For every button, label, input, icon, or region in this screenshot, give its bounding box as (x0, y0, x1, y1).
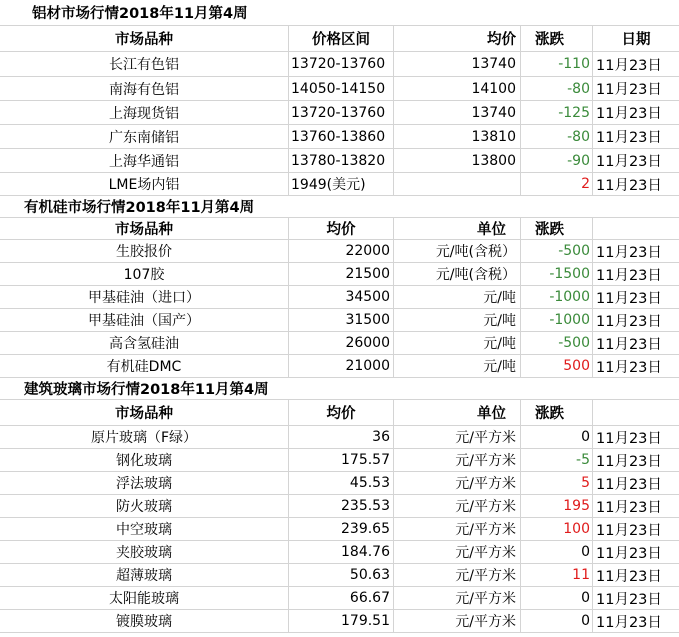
header-item: 市场品种 (0, 26, 289, 51)
avg-cell: 50.63 (289, 564, 394, 586)
unit-cell: 元/吨 (394, 332, 521, 354)
unit-cell: 元/吨 (394, 309, 521, 331)
date-cell: 11月23日 (596, 82, 662, 98)
avg-cell: 179.51 (289, 610, 394, 632)
unit-cell: 元/吨(含税） (394, 263, 521, 285)
change-cell: 11 (521, 564, 593, 586)
table-row (0, 587, 679, 610)
date-cell: 11月23日 (596, 290, 662, 307)
range-cell: 1949(美元) (289, 173, 394, 195)
range-cell: 13760-13860 (289, 125, 394, 148)
section-title-silicone: 有机硅市场行情2018年11月第4周 (24, 200, 255, 216)
item-cell: 长江有色铝 (0, 52, 289, 76)
header-item: 市场品种 (0, 218, 289, 239)
change-cell: 100 (521, 518, 593, 540)
avg-cell: 13800 (394, 149, 521, 172)
header-date: 日期 (621, 32, 651, 48)
change-cell: 5 (521, 472, 593, 494)
section-title-row (0, 196, 679, 218)
item-cell: LME场内铝 (0, 173, 289, 195)
header-change: 涨跌 (521, 400, 593, 425)
avg-cell: 239.65 (289, 518, 394, 540)
item-cell: 超薄玻璃 (0, 564, 289, 586)
avg-cell: 13810 (394, 125, 521, 148)
date-cell: 11月23日 (596, 336, 662, 353)
section-title-row (0, 378, 679, 400)
unit-cell: 元/平方米 (394, 518, 521, 540)
avg-cell: 45.53 (289, 472, 394, 494)
date-cell: 11月23日 (596, 359, 662, 376)
header-row-aluminum (0, 26, 679, 52)
table-row (0, 610, 679, 633)
range-cell: 14050-14150 (289, 77, 394, 100)
date-cell: 11月23日 (596, 430, 662, 447)
date-cell: 11月23日 (596, 244, 662, 261)
date-cell: 11月23日 (596, 130, 662, 146)
table-row (0, 309, 679, 332)
section-title-glass: 建筑玻璃市场行情2018年11月第4周 (24, 382, 269, 398)
avg-cell: 31500 (289, 309, 394, 331)
table-row (0, 286, 679, 309)
change-cell: -5 (521, 449, 593, 471)
avg-cell: 184.76 (289, 541, 394, 563)
avg-cell: 34500 (289, 286, 394, 308)
table-row (0, 518, 679, 541)
table-row (0, 173, 679, 196)
unit-cell: 元/吨(含税） (394, 240, 521, 262)
table-row (0, 564, 679, 587)
item-cell: 甲基硅油（国产） (0, 309, 289, 331)
item-cell: 南海有色铝 (0, 77, 289, 100)
date-cell: 11月23日 (596, 545, 662, 562)
table-row (0, 332, 679, 355)
unit-cell: 元/平方米 (394, 426, 521, 448)
avg-cell: 13740 (394, 101, 521, 124)
item-cell: 防火玻璃 (0, 495, 289, 517)
item-cell: 有机硅DMC (0, 355, 289, 377)
change-cell: -500 (521, 332, 593, 354)
change-cell: -110 (521, 52, 593, 76)
change-cell: -80 (521, 125, 593, 148)
item-cell: 生胶报价 (0, 240, 289, 262)
change-cell: 195 (521, 495, 593, 517)
range-cell: 13720-13760 (289, 101, 394, 124)
date-cell: 11月23日 (596, 568, 662, 585)
avg-cell: 21500 (289, 263, 394, 285)
change-cell: 500 (521, 355, 593, 377)
avg-cell: 26000 (289, 332, 394, 354)
item-cell: 广东南储铝 (0, 125, 289, 148)
item-cell: 上海现货铝 (0, 101, 289, 124)
date-cell: 11月23日 (596, 614, 662, 631)
item-cell: 浮法玻璃 (0, 472, 289, 494)
table-row (0, 495, 679, 518)
unit-cell: 元/平方米 (394, 541, 521, 563)
date-cell: 11月23日 (596, 476, 662, 493)
unit-cell: 元/平方米 (394, 610, 521, 632)
change-cell: -1000 (521, 309, 593, 331)
table-row (0, 263, 679, 286)
date-cell: 11月23日 (596, 154, 662, 170)
header-item: 市场品种 (0, 400, 289, 425)
unit-cell: 元/平方米 (394, 449, 521, 471)
date-cell: 11月23日 (596, 106, 662, 122)
table-row (0, 52, 679, 77)
item-cell: 上海华通铝 (0, 149, 289, 172)
header-avg: 均价 (289, 218, 394, 239)
table-row (0, 149, 679, 173)
table-row (0, 541, 679, 564)
range-cell: 13780-13820 (289, 149, 394, 172)
avg-cell: 66.67 (289, 587, 394, 609)
avg-cell: 22000 (289, 240, 394, 262)
item-cell: 高含氢硅油 (0, 332, 289, 354)
table-row (0, 125, 679, 149)
change-cell: 0 (521, 541, 593, 563)
table-row (0, 101, 679, 125)
date-cell: 11月23日 (596, 453, 662, 470)
unit-cell: 元/平方米 (394, 472, 521, 494)
item-cell: 107胶 (0, 263, 289, 285)
date-cell: 11月23日 (596, 313, 662, 330)
range-cell: 13720-13760 (289, 52, 394, 76)
item-cell: 中空玻璃 (0, 518, 289, 540)
header-row-glass (0, 400, 679, 426)
unit-cell: 元/吨 (394, 286, 521, 308)
unit-cell: 元/平方米 (394, 564, 521, 586)
avg-cell: 21000 (289, 355, 394, 377)
change-cell: -500 (521, 240, 593, 262)
section-title-row (0, 0, 679, 26)
header-avg: 均价 (289, 400, 394, 425)
unit-cell: 元/吨 (394, 355, 521, 377)
header-range: 价格区间 (289, 26, 394, 51)
change-cell: 0 (521, 587, 593, 609)
table-row (0, 240, 679, 263)
empty-cell (593, 218, 679, 239)
header-row-silicone (0, 218, 679, 240)
item-cell: 太阳能玻璃 (0, 587, 289, 609)
change-cell: 0 (521, 426, 593, 448)
change-cell: -90 (521, 149, 593, 172)
header-change: 涨跌 (521, 26, 593, 51)
change-cell: -125 (521, 101, 593, 124)
avg-cell: 14100 (394, 77, 521, 100)
date-cell: 11月23日 (596, 499, 662, 516)
date-cell: 11月23日 (596, 522, 662, 539)
item-cell: 原片玻璃（F绿） (0, 426, 289, 448)
avg-cell (394, 173, 521, 195)
unit-cell: 元/平方米 (394, 587, 521, 609)
avg-cell: 175.57 (289, 449, 394, 471)
header-unit: 单位 (394, 218, 521, 239)
section-title-aluminum: 铝材市场行情2018年11月第4周 (32, 6, 248, 22)
unit-cell: 元/平方米 (394, 495, 521, 517)
header-avg: 均价 (394, 26, 521, 51)
date-cell: 11月23日 (596, 57, 662, 74)
change-cell: -80 (521, 77, 593, 100)
table-row (0, 449, 679, 472)
change-cell: -1500 (521, 263, 593, 285)
item-cell: 钢化玻璃 (0, 449, 289, 471)
table-row (0, 355, 679, 378)
item-cell: 镀膜玻璃 (0, 610, 289, 632)
change-cell: 2 (521, 173, 593, 195)
date-cell: 11月23日 (596, 267, 662, 284)
empty-cell (593, 400, 679, 425)
avg-cell: 235.53 (289, 495, 394, 517)
item-cell: 夹胶玻璃 (0, 541, 289, 563)
date-cell: 11月23日 (596, 591, 662, 608)
table-row (0, 77, 679, 101)
avg-cell: 36 (289, 426, 394, 448)
change-cell: -1000 (521, 286, 593, 308)
header-unit: 单位 (394, 400, 521, 425)
change-cell: 0 (521, 610, 593, 632)
date-cell: 11月23日 (596, 177, 662, 194)
avg-cell: 13740 (394, 52, 521, 76)
header-change: 涨跌 (521, 218, 593, 239)
item-cell: 甲基硅油（进口） (0, 286, 289, 308)
table-row (0, 426, 679, 449)
table-row (0, 472, 679, 495)
